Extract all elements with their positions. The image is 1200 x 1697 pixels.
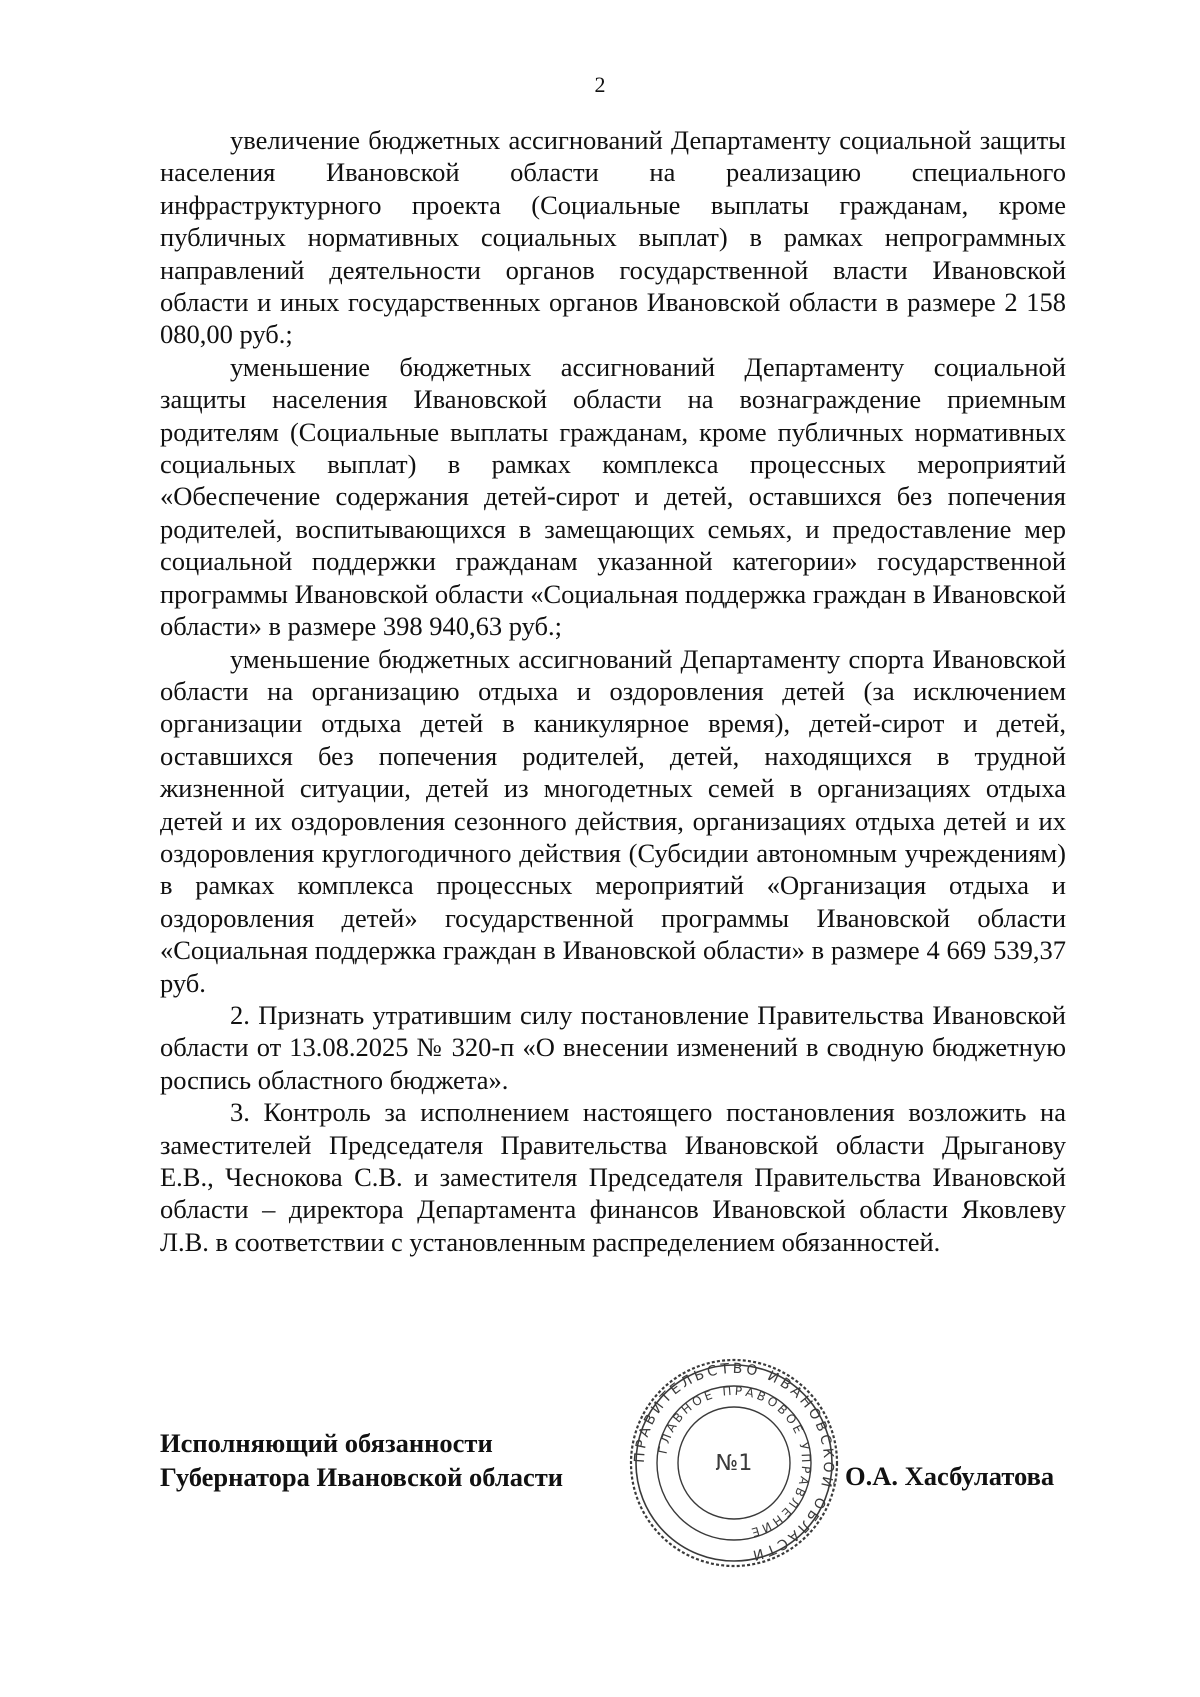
seal-outer-text: ПРАВИТЕЛЬСТВО ИВАНОВСКОЙ ОБЛАСТИ [631, 1360, 837, 1564]
signatory-title [160, 1426, 563, 1494]
signatory-title-line1: Исполняющий обязанности [160, 1428, 493, 1458]
paragraph-sport-decrease: уменьшение бюджетных ассигнований Департаменту спорта Ивановской области на организацию отдыха и оздоровления детей (за исключением организации отдыха детей в каникулярное время), детей-сирот и детей, оставшихся без попечения родителей, детей, находящихся в трудной жизненной ситуации, детей из многодетных семей в организациях отдыха детей и их оздоровления сезонного действия, организациях отдыха детей и их оздоровления круглогодичного действия (Субсидии автономным учреждениям) в рамках комплекса процессных мероприятий «Организация отдыха и оздоровления детей» государственной программы Ивановской области «Социальная поддержка граждан в Ивановской области» в размере 4 669 539,37 руб. [160, 643, 1066, 998]
seal-number: №1 [715, 1451, 753, 1476]
page-number: 2 [594, 72, 606, 97]
paragraph-item-2: 2. Признать утратившим силу постановление Правительства Ивановской области от 13.08.2025 № 320-п «О внесении изменений в сводную бюджетную роспись областного бюджета». [160, 999, 1066, 1095]
signatory-name: О.А. Хасбулатова [845, 1461, 1055, 1491]
official-seal [628, 1357, 840, 1569]
document-body [160, 124, 1066, 1258]
signatory-title-line2: Губернатора Ивановской области [160, 1462, 564, 1492]
paragraph-social-increase: увеличение бюджетных ассигнований Департаменту социальной защиты населения Ивановской области на реализацию специального инфраструктурного проекта (Социальные выплаты гражданам, кроме публичных нормативных социальных выплат) в рамках непрограммных направлений деятельности органов государственной власти Ивановской области и иных государственных органов Ивановской области в размере 2 158 080,00 руб.; [160, 125, 1066, 350]
paragraph-social-decrease: уменьшение бюджетных ассигнований Департаменту социальной защиты населения Ивановской области на вознаграждение приемным родителям (Социальные выплаты гражданам, кроме публичных нормативных социальных выплат) в рамках комплекса процессных мероприятий «Обеспечение содержания детей-сирот и детей, оставшихся без попечения родителей, воспитывающихся в замещающих семьях, и предоставление мер социальной поддержки гражданам указанной категории» государственной программы Ивановской области «Социальная поддержка граждан в Ивановской области» в размере 398 940,63 руб.; [160, 351, 1066, 642]
paragraph-item-3: 3. Контроль за исполнением настоящего постановления возложить на заместителей Председателя Правительства Ивановской области Дрыганову Е.В., Чеснокова С.В. и заместителя Председателя Правительства Ивановской области – директора Департамента финансов Ивановской области Яковлеву Л.В. в соответствии с установленным распределением обязанностей. [160, 1097, 1066, 1257]
seal-inner-text: ГЛАВНОЕ ПРАВОВОЕ УПРАВЛЕНИЕ [655, 1383, 814, 1541]
seal-graphic [628, 1357, 840, 1569]
